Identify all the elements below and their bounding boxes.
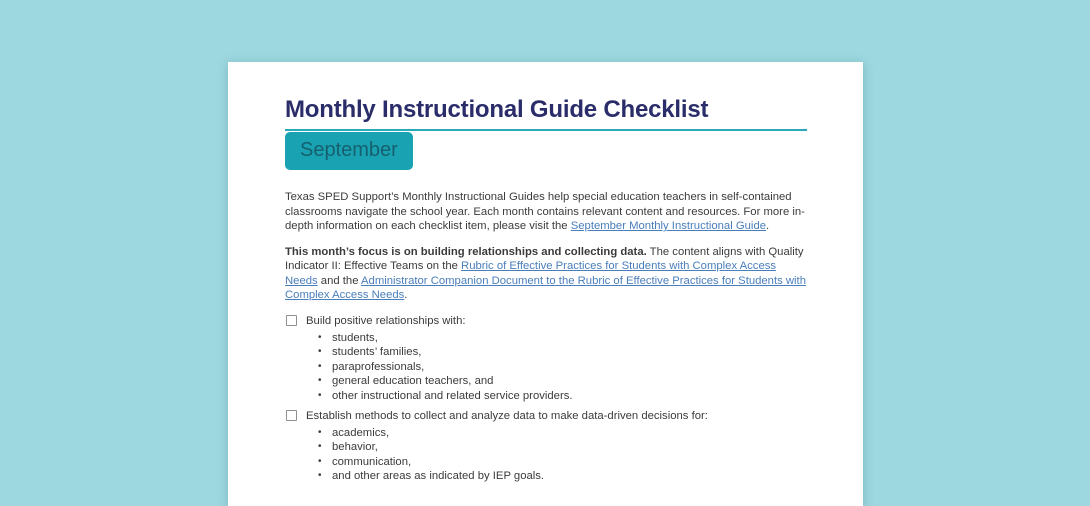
bullet-item-text: students, — [332, 331, 378, 344]
checkbox[interactable] — [286, 410, 297, 421]
bullet-item-text: behavior, — [332, 441, 378, 454]
bullet-item — [285, 389, 807, 404]
bullet-icon: • — [318, 455, 322, 467]
sub-item-list — [285, 426, 807, 484]
bullet-icon: • — [318, 470, 322, 482]
document-title: Monthly Instructional Guide Checklist — [285, 96, 709, 123]
text-run: Texas SPED Support’s Monthly Instructional Guides help special education teachers in self-contained classrooms navigate the school year. Each month contains relevant content and resources. For more in-depth information on each checklist item, please visit the — [285, 191, 805, 232]
checklist-group — [285, 409, 807, 484]
bullet-item-text: academics, — [332, 426, 390, 439]
bullet-icon: • — [318, 360, 322, 372]
bullet-icon: • — [318, 426, 322, 438]
text-run: . — [404, 289, 408, 302]
bullet-item-text: communication, — [332, 455, 412, 468]
bullet-item — [285, 331, 807, 346]
administrator-companion-document-link[interactable]: Administrator Companion Document to the Rubric of Effective Practices for Students with Complex Access Needs — [285, 274, 806, 302]
bullet-item — [285, 455, 807, 470]
bold-text-run: This month’s focus is on building relationships and collecting data. — [285, 245, 647, 258]
text-run: The content aligns with Quality Indicator II: Effective Teams on the — [285, 245, 804, 273]
checkbox[interactable] — [286, 315, 297, 326]
bullet-icon: • — [318, 331, 322, 343]
sub-item-list — [285, 331, 807, 404]
checklist-group — [285, 314, 807, 403]
bullet-icon: • — [318, 346, 322, 358]
bullet-item — [285, 374, 807, 389]
bullet-item — [285, 345, 807, 360]
bullet-item-text: and other areas as indicated by IEP goals. — [332, 470, 545, 483]
rubric-of-effective-practices-link[interactable]: Rubric of Effective Practices for Students with Complex Access Needs — [285, 260, 777, 287]
checklist-item-label: Build positive relationships with: — [306, 315, 466, 328]
intro-paragraph — [285, 190, 807, 234]
page-content — [228, 62, 863, 484]
bullet-item — [285, 440, 807, 455]
checklist-item — [285, 314, 807, 329]
text-run: . — [766, 220, 770, 232]
bullet-icon: • — [318, 389, 322, 401]
bullet-icon: • — [318, 375, 322, 387]
document-page — [228, 62, 863, 506]
bullet-item-text: other instructional and related service providers. — [332, 389, 573, 402]
september-monthly-instructional-guide-link[interactable]: September Monthly Instructional Guide — [570, 220, 767, 232]
bullet-item — [285, 469, 807, 484]
checklist-item — [285, 409, 807, 424]
focus-paragraph — [285, 245, 807, 303]
title-underline — [285, 129, 807, 131]
bullet-item-text: paraprofessionals, — [332, 360, 425, 373]
bullet-item — [285, 426, 807, 441]
bullet-item-text: general education teachers, and — [332, 375, 494, 388]
checklist — [285, 314, 807, 484]
bullet-item-text: students’ families, — [332, 346, 422, 359]
text-run: and the — [317, 274, 362, 287]
bullet-item — [285, 360, 807, 375]
checklist-item-label: Establish methods to collect and analyze data to make data-driven decisions for: — [306, 410, 708, 423]
bullet-icon: • — [318, 441, 322, 453]
month-badge: September — [285, 132, 413, 170]
